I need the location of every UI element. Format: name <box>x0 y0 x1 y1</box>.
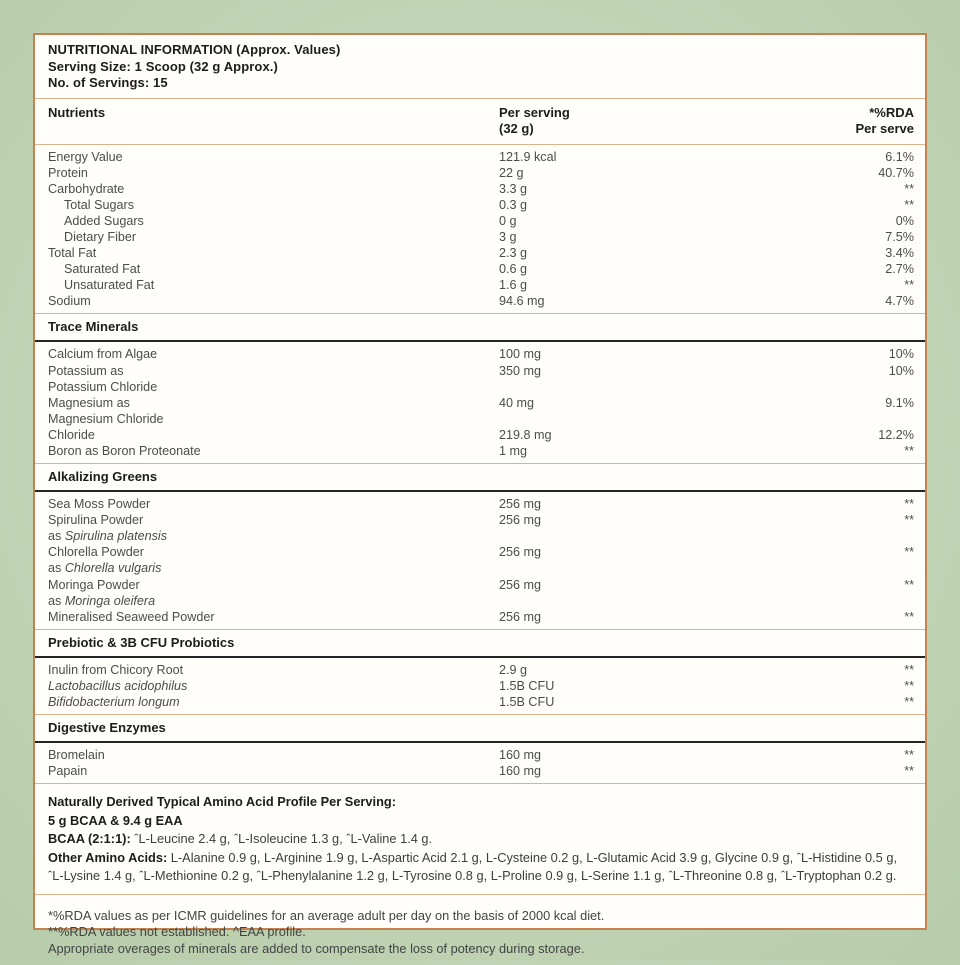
nutrient-rda: ** <box>904 577 914 592</box>
nutrient-value: 1.5B CFU <box>499 678 555 693</box>
nutrient-rda-cell <box>799 496 914 512</box>
table-row <box>48 261 914 277</box>
column-nutrients: Nutrients <box>48 104 106 120</box>
nutrient-name-cell <box>48 763 499 779</box>
nutrient-source-prefix: as <box>48 593 65 608</box>
table-row <box>48 609 914 625</box>
serving-size-text: Serving Size: 1 Scoop (32 g Approx.) <box>48 58 278 74</box>
nutrient-rda-cell <box>799 609 914 625</box>
nutrient-name: Total Sugars <box>64 197 135 212</box>
nutrient-rda-cell <box>799 181 914 197</box>
nutrient-rda-cell <box>799 427 914 443</box>
section-title-text: Alkalizing Greens <box>48 469 158 485</box>
nutrient-value: 2.9 g <box>499 662 528 677</box>
nutrient-value: 256 mg <box>499 545 542 560</box>
nutrient-name-cell <box>48 395 499 427</box>
nutrient-rda-cell <box>799 245 914 261</box>
nutrient-name-cell <box>48 694 499 710</box>
table-row <box>48 678 914 694</box>
nutrient-rda-cell <box>799 363 914 379</box>
nutrient-rda: 12.2% <box>878 427 914 442</box>
table-row <box>48 245 914 261</box>
servings-count-text: No. of Servings: 15 <box>48 75 168 90</box>
nutrient-rda-cell <box>799 165 914 181</box>
nutrient-rda: ** <box>904 545 914 560</box>
nutrient-rda-cell <box>799 443 914 459</box>
footnote-rda-basis: *%RDA values as per ICMR guidelines for an average adult per day on the basis of 2000 kcal diet. <box>48 907 605 923</box>
nutrient-value-cell <box>499 747 799 763</box>
nutrient-value-cell <box>499 261 799 277</box>
nutrient-rda: 40.7% <box>878 165 914 180</box>
nutrient-name-cell <box>48 277 499 293</box>
amino-subheading: 5 g BCAA & 9.4 g EAA <box>48 812 183 828</box>
nutrient-name-cell <box>48 443 499 459</box>
table-section <box>35 313 925 463</box>
table-row <box>48 165 914 181</box>
other-amino-label: Other Amino Acids: <box>48 849 168 865</box>
nutrient-value-cell <box>499 662 799 678</box>
nutrient-value: 256 mg <box>499 513 542 528</box>
nutrient-rda-cell <box>799 747 914 763</box>
nutrient-rda-cell <box>799 395 914 411</box>
nutrient-name: Calcium from Algae <box>48 347 158 362</box>
nutrient-name: Lactobacillus acidophilus <box>48 678 188 693</box>
nutrient-name: Total Fat <box>48 246 97 261</box>
nutrient-rda: ** <box>904 497 914 512</box>
nutrient-rda-cell <box>799 662 914 678</box>
nutrient-name-cell <box>48 512 499 544</box>
table-row <box>48 346 914 362</box>
section-rows <box>35 658 925 714</box>
table-row <box>48 277 914 293</box>
nutrient-value: 100 mg <box>499 347 542 362</box>
nutrient-name: Bromelain <box>48 748 105 763</box>
nutrient-name-cell <box>48 544 499 576</box>
nutrient-rda-cell <box>799 678 914 694</box>
nutrient-rda: 0% <box>895 213 914 228</box>
nutrient-name: Saturated Fat <box>64 262 141 277</box>
nutrient-value-cell <box>499 229 799 245</box>
nutrient-value: 2.3 g <box>499 246 528 261</box>
nutrient-name: Sea Moss Powder <box>48 497 151 512</box>
nutrient-source-prefix: as <box>48 561 65 576</box>
section-rows <box>35 743 925 783</box>
nutrient-value-cell <box>499 149 799 165</box>
table-row <box>48 496 914 512</box>
table-row <box>48 694 914 710</box>
bcaa-line <box>48 830 912 849</box>
table-section <box>35 145 925 314</box>
footnotes <box>35 894 925 965</box>
nutrient-rda: 10% <box>888 363 914 378</box>
footnote-not-established: **%RDA values not established. ^EAA profile. <box>48 924 306 940</box>
label-header <box>35 35 925 98</box>
table-row <box>48 512 914 544</box>
nutrient-value-cell <box>499 427 799 443</box>
nutrient-rda-cell <box>799 197 914 213</box>
nutrient-rda-cell <box>799 763 914 779</box>
nutrient-value: 1.6 g <box>499 278 528 293</box>
nutrient-name: Chloride <box>48 427 95 442</box>
table-row <box>48 577 914 609</box>
amino-acid-profile <box>35 783 925 894</box>
nutrient-name: Inulin from Chicory Root <box>48 662 184 677</box>
section-title-text: Prebiotic & 3B CFU Probiotics <box>48 634 235 650</box>
section-title-text: Trace Minerals <box>48 319 139 335</box>
table-row <box>48 363 914 395</box>
nutrient-rda: 10% <box>888 347 914 362</box>
column-per-serving: Per serving (32 g) <box>499 104 570 136</box>
nutrient-value-cell <box>499 443 799 459</box>
nutrient-rda: ** <box>904 609 914 624</box>
nutrient-rda: 7.5% <box>885 229 914 244</box>
nutrient-name: Chlorella Powder <box>48 545 144 560</box>
nutrient-rda: ** <box>904 278 914 293</box>
table-row <box>48 149 914 165</box>
nutrient-name-line2 <box>48 528 499 544</box>
nutrient-value-cell <box>499 609 799 625</box>
table-row <box>48 544 914 576</box>
nutrient-rda-cell <box>799 261 914 277</box>
table-section <box>35 463 925 629</box>
nutrient-name-cell <box>48 496 499 512</box>
nutrient-name: Carbohydrate <box>48 181 125 196</box>
nutrient-name-cell <box>48 747 499 763</box>
nutrient-value-cell <box>499 512 799 528</box>
nutrient-value-cell <box>499 694 799 710</box>
section-title-row <box>35 313 925 342</box>
table-row <box>48 197 914 213</box>
nutrient-value: 0.6 g <box>499 262 528 277</box>
nutrient-name-line2 <box>48 560 499 576</box>
nutrient-name-cell <box>48 197 499 213</box>
nutrient-rda: ** <box>904 662 914 677</box>
nutrient-rda: 9.1% <box>885 395 914 410</box>
nutrient-value: 256 mg <box>499 609 542 624</box>
nutrient-value-cell <box>499 293 799 309</box>
nutrient-name: Magnesium as <box>48 395 130 410</box>
table-row <box>48 213 914 229</box>
nutrient-value: 256 mg <box>499 497 542 512</box>
nutrient-value-cell <box>499 363 799 379</box>
table-row <box>48 763 914 779</box>
nutrient-value-cell <box>499 181 799 197</box>
nutrient-name-cell <box>48 678 499 694</box>
nutrient-name-cell <box>48 261 499 277</box>
nutrient-value: 0 g <box>499 213 517 228</box>
nutrient-name: Unsaturated Fat <box>64 278 155 293</box>
nutrient-rda: ** <box>904 678 914 693</box>
nutrient-name-cell <box>48 245 499 261</box>
nutrient-rda: 2.7% <box>885 262 914 277</box>
nutrient-rda: ** <box>904 513 914 528</box>
column-header-row <box>35 98 925 145</box>
nutrient-species-name: Moringa oleifera <box>64 593 156 608</box>
nutrient-rda-cell <box>799 544 914 560</box>
nutrient-value: 1.5B CFU <box>499 695 555 710</box>
section-title-row <box>35 629 925 658</box>
label-title: NUTRITIONAL INFORMATION (Approx. Values) <box>48 42 341 57</box>
nutrient-value-cell <box>499 577 799 593</box>
nutrient-value: 160 mg <box>499 764 542 779</box>
nutrient-rda-cell <box>799 229 914 245</box>
table-row <box>48 747 914 763</box>
nutrient-rda: 4.7% <box>885 294 914 309</box>
table-section <box>35 714 925 783</box>
table-section <box>35 629 925 714</box>
nutrient-species-name: Chlorella vulgaris <box>64 561 162 576</box>
nutrient-name-cell <box>48 427 499 443</box>
nutrient-value-cell <box>499 277 799 293</box>
nutrient-value: 1 mg <box>499 444 527 458</box>
nutrient-name-cell <box>48 149 499 165</box>
section-rows <box>35 145 925 314</box>
nutrient-name-line2: Magnesium Chloride <box>48 411 164 426</box>
nutrient-value-cell <box>499 395 799 411</box>
nutrient-rda-cell <box>799 293 914 309</box>
nutrient-source-prefix: as <box>48 529 65 544</box>
nutrient-name: Mineralised Seaweed Powder <box>48 609 215 624</box>
nutrient-value-cell <box>499 213 799 229</box>
nutrient-name-cell <box>48 346 499 362</box>
nutrient-name: Boron as Boron Proteonate <box>48 444 201 458</box>
nutrient-name-cell <box>48 181 499 197</box>
nutrient-value: 22 g <box>499 165 524 180</box>
nutrient-name-line2: Potassium Chloride <box>48 379 158 394</box>
nutrient-value: 219.8 mg <box>499 427 552 442</box>
nutrient-rda-cell <box>799 512 914 528</box>
nutrient-value-cell <box>499 496 799 512</box>
nutrient-rda: ** <box>904 695 914 710</box>
nutrient-value-cell <box>499 245 799 261</box>
nutrient-rda: ** <box>904 764 914 779</box>
nutrient-value-cell <box>499 763 799 779</box>
nutrient-value: 121.9 kcal <box>499 149 557 164</box>
nutrient-name: Protein <box>48 165 88 180</box>
nutrient-value-cell <box>499 544 799 560</box>
table-row <box>48 443 914 459</box>
nutrient-name-cell <box>48 165 499 181</box>
table-row <box>48 427 914 443</box>
nutrient-rda-cell <box>799 577 914 593</box>
nutrient-name: Moringa Powder <box>48 577 140 592</box>
table-row <box>48 293 914 309</box>
nutrient-name: Dietary Fiber <box>64 229 137 244</box>
nutrient-rda-cell <box>799 346 914 362</box>
nutrient-value: 0.3 g <box>499 197 528 212</box>
nutrient-rda-cell <box>799 694 914 710</box>
nutrient-name: Potassium as <box>48 363 124 378</box>
table-row <box>48 229 914 245</box>
nutrient-name-cell <box>48 662 499 678</box>
nutrient-value-cell <box>499 165 799 181</box>
nutrient-value: 94.6 mg <box>499 294 545 309</box>
section-title-text: Digestive Enzymes <box>48 720 166 736</box>
nutrition-label-card <box>33 33 927 956</box>
table-row <box>48 662 914 678</box>
nutrient-rda: ** <box>904 444 914 458</box>
nutrient-name-cell <box>48 363 499 395</box>
bcaa-label: BCAA (2:1:1): <box>48 831 131 847</box>
nutrient-value: 160 mg <box>499 748 542 763</box>
nutrient-rda: ** <box>904 181 914 196</box>
nutrition-sections <box>35 145 925 784</box>
footnote-overages: Appropriate overages of minerals are added to compensate the loss of potency during storage. <box>48 940 585 956</box>
nutrient-name: Papain <box>48 764 88 779</box>
nutrient-rda: 3.4% <box>885 246 914 261</box>
nutrient-value: 256 mg <box>499 577 542 592</box>
nutrient-species-name: Spirulina platensis <box>64 529 168 544</box>
section-rows <box>35 342 925 463</box>
section-title-row <box>35 714 925 743</box>
amino-heading: Naturally Derived Typical Amino Acid Profile Per Serving: <box>48 794 396 810</box>
nutrient-value-cell <box>499 197 799 213</box>
nutrient-value-cell <box>499 346 799 362</box>
nutrient-rda-cell <box>799 149 914 165</box>
nutrient-value: 40 mg <box>499 395 535 410</box>
section-title-row <box>35 463 925 492</box>
nutrient-name-cell <box>48 213 499 229</box>
other-amino-line <box>48 849 912 886</box>
bcaa-values: ˆL-Leucine 2.4 g, ˆL-Isoleucine 1.3 g, ˆL-Valine 1.4 g. <box>130 831 433 847</box>
nutrient-name-cell <box>48 293 499 309</box>
nutrient-name: Added Sugars <box>64 213 144 228</box>
nutrient-value: 3.3 g <box>499 181 528 196</box>
nutrient-name: Sodium <box>48 294 91 309</box>
nutrient-rda-cell <box>799 213 914 229</box>
other-amino-values: L-Alanine 0.9 g, L-Arginine 1.9 g, L-Aspartic Acid 2.1 g, L-Cysteine 0.2 g, L-Glutamic Acid 3.9 g, Glycine 0.9 g, ˆL-Histidine 0.5 g, ˆL-Lysine 1.4 g, ˆL-Methionine 0.2 g, ˆL-Phenylalanine 1.2 g, L-Tyrosine 0.8 g, L-Proline 0.9 g, L-Serine 1.1 g, ˆL-Threonine 0.8 g, ˆL-Tryptophan 0.2 g. <box>48 849 898 884</box>
nutrient-name-line2 <box>48 593 499 609</box>
nutrient-rda: ** <box>904 748 914 763</box>
table-row <box>48 181 914 197</box>
section-rows <box>35 492 925 629</box>
nutrient-rda: 6.1% <box>885 149 914 164</box>
nutrient-value: 3 g <box>499 229 517 244</box>
nutrient-name-cell <box>48 609 499 625</box>
nutrient-name: Spirulina Powder <box>48 513 144 528</box>
nutrient-value-cell <box>499 678 799 694</box>
nutrient-name: Energy Value <box>48 149 123 164</box>
nutrient-rda: ** <box>904 197 914 212</box>
nutrient-value: 350 mg <box>499 363 542 378</box>
nutrient-name: Bifidobacterium longum <box>48 695 180 710</box>
table-row <box>48 395 914 427</box>
column-rda: *%RDA Per serve <box>855 104 914 136</box>
nutrient-name-cell <box>48 229 499 245</box>
nutrient-name-cell <box>48 577 499 609</box>
nutrient-rda-cell <box>799 277 914 293</box>
